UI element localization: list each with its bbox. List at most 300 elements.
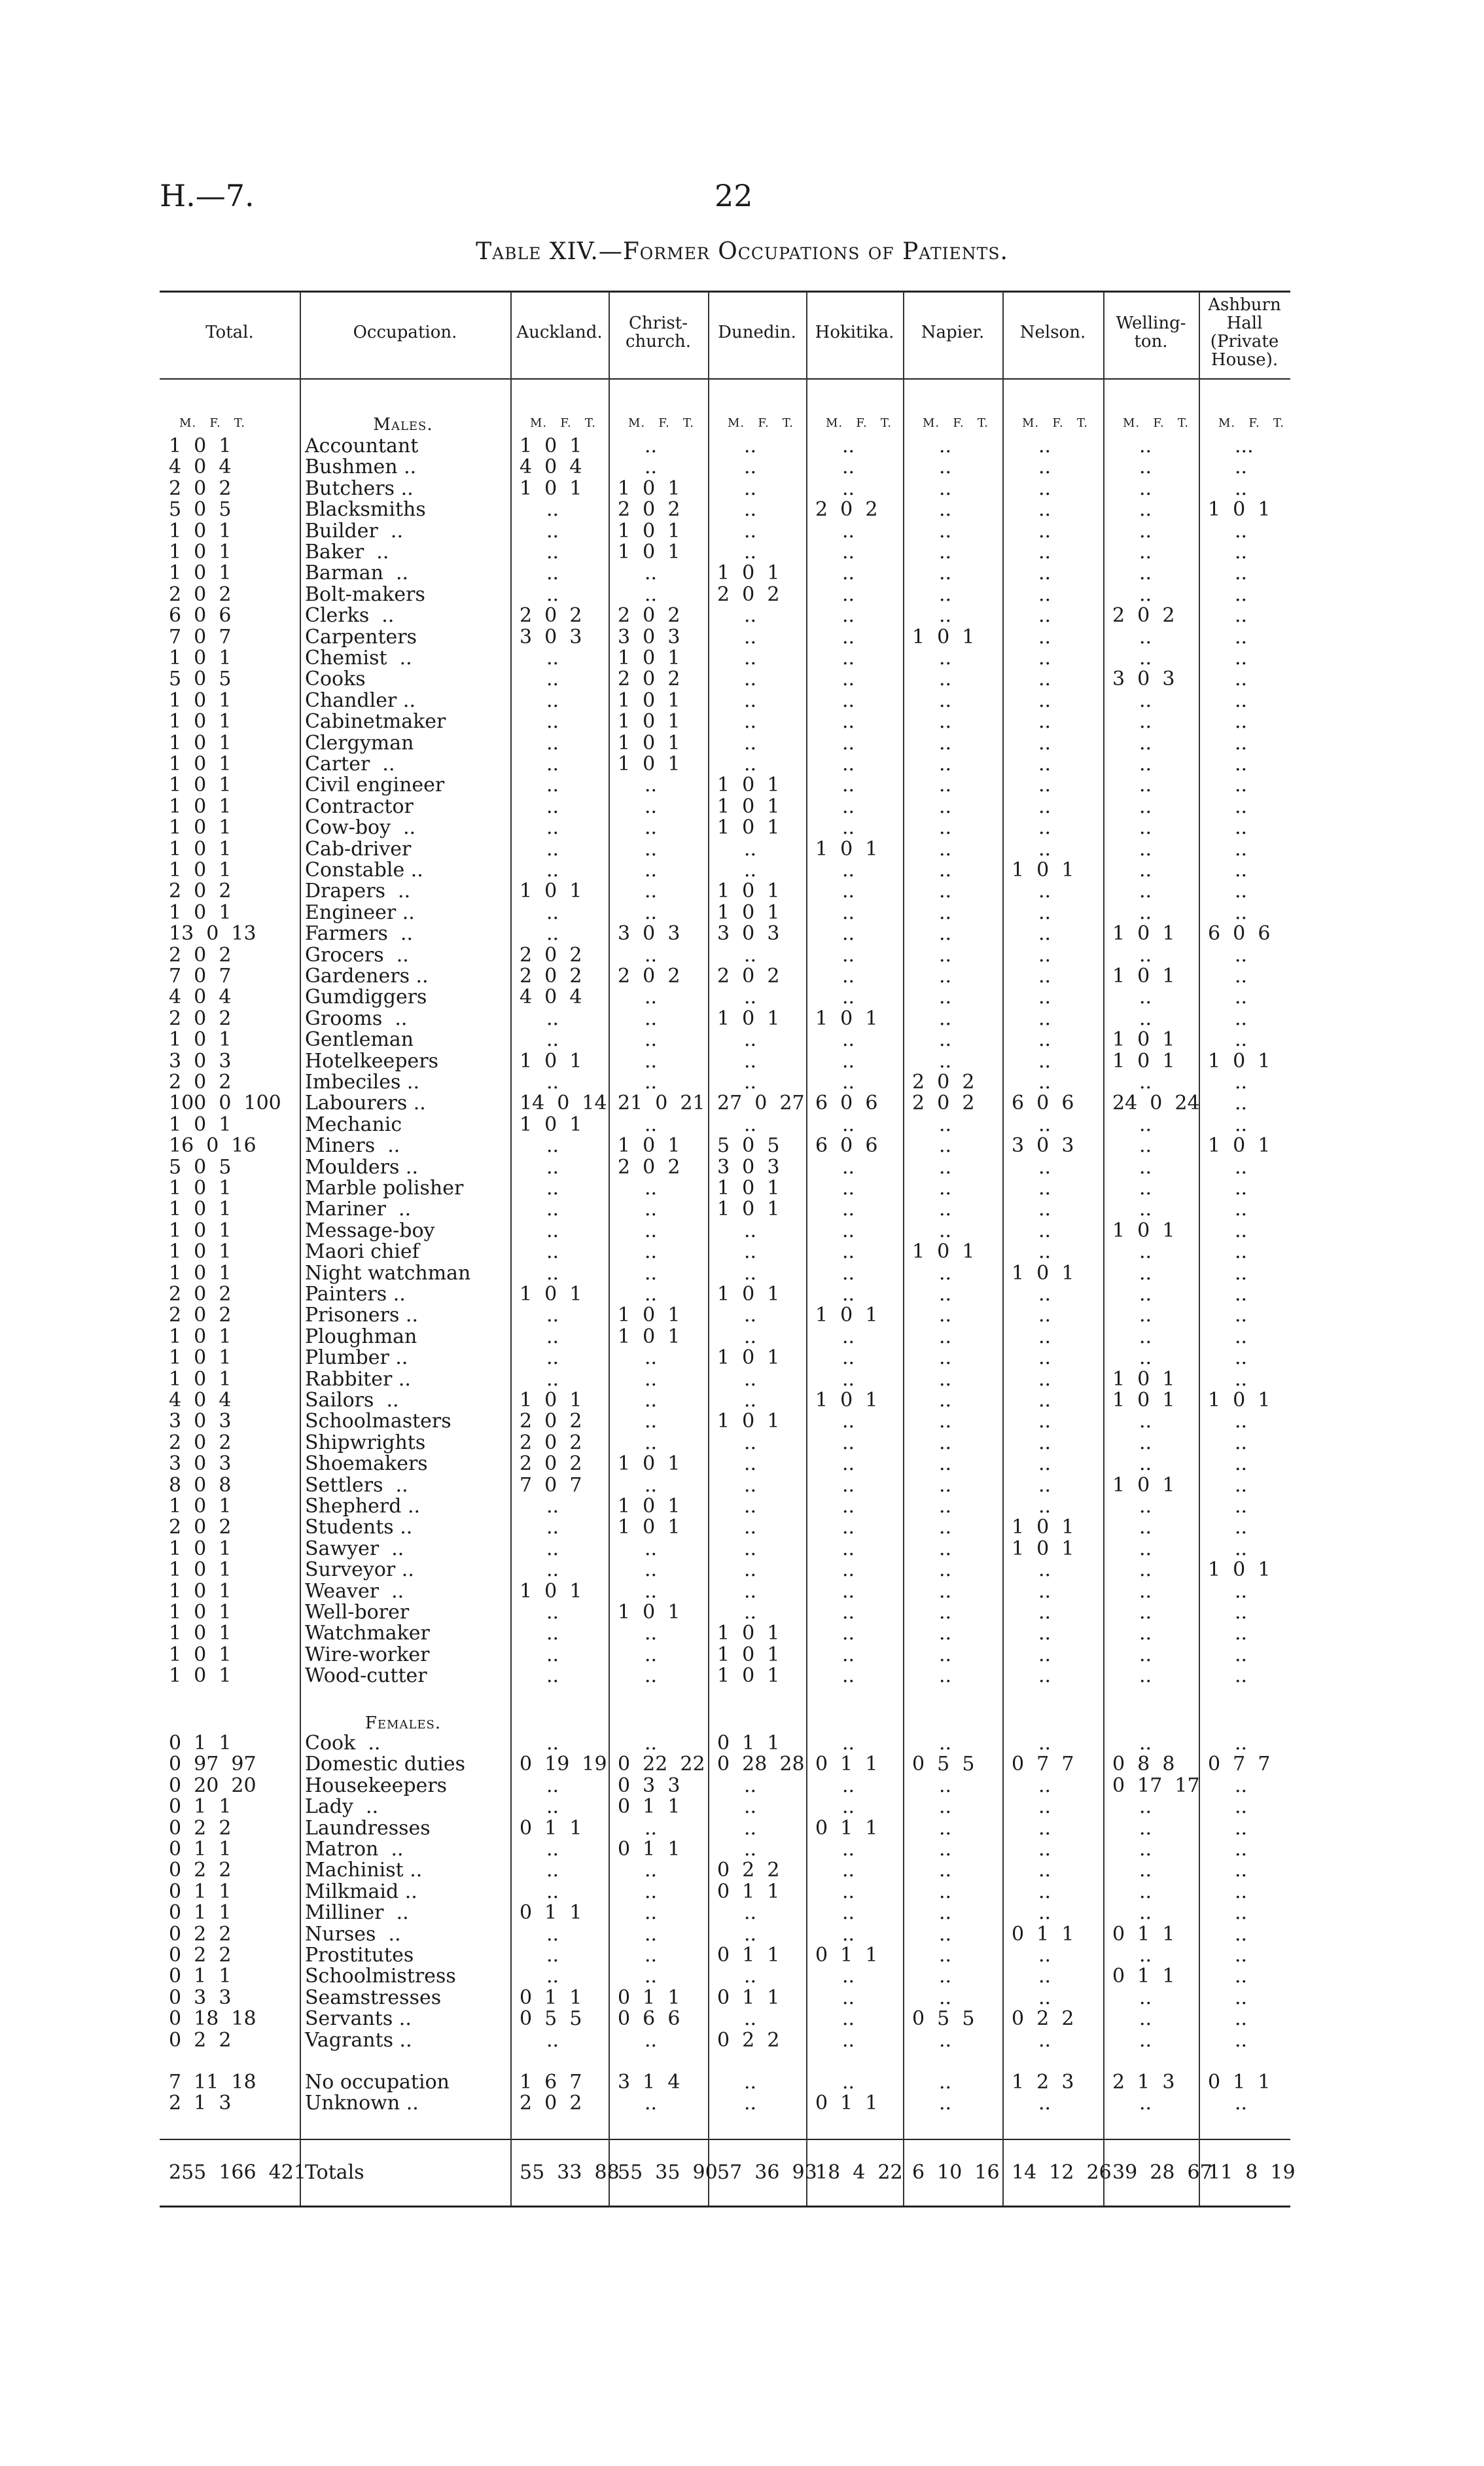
- row-cell: 0 1 1: [717, 1880, 780, 1903]
- row-cell: ..: [1038, 1113, 1051, 1136]
- row-cell: ..: [1235, 1774, 1248, 1797]
- column-divider: [903, 292, 904, 2206]
- row-total: 1 0 1: [169, 541, 232, 563]
- row-cell: ..: [546, 1155, 559, 1179]
- row-cell: 1 0 1: [1012, 859, 1074, 882]
- row-cell: ..: [1235, 1346, 1248, 1370]
- row-cell: ..: [939, 1795, 952, 1819]
- row-total: 0 1 1: [169, 1880, 232, 1903]
- row-cell: ..: [645, 1007, 658, 1030]
- row-cell: ..: [1139, 519, 1152, 543]
- row-cell: ..: [1139, 986, 1152, 1009]
- row-total: 0 1 1: [169, 1838, 232, 1861]
- row-cell: ..: [744, 1325, 757, 1348]
- row-cell: ..: [744, 435, 757, 457]
- row-cell: ..: [842, 1774, 855, 1797]
- row-cell: ..: [744, 1367, 757, 1391]
- row-cell: ..: [744, 1389, 757, 1412]
- row-cell: ..: [645, 1367, 658, 1391]
- row-occupation: Farmers ..: [305, 922, 414, 946]
- row-total: 0 2 2: [169, 1922, 232, 1946]
- row-occupation: Clergyman: [305, 731, 414, 755]
- row-cell: ..: [1038, 1473, 1051, 1497]
- row-cell: ..: [744, 519, 757, 543]
- row-cell: 2 0 2: [912, 1092, 975, 1115]
- row-cell: ..: [645, 1880, 658, 1903]
- row-cell: 11 8 19: [1208, 2161, 1296, 2184]
- row-cell: ..: [1139, 1664, 1152, 1688]
- column-divider: [510, 292, 512, 2206]
- row-cell: 0 19 19: [520, 1753, 607, 1776]
- row-cell: ..: [1139, 541, 1152, 563]
- row-total: 2 0 2: [169, 1516, 232, 1539]
- row-cell: ..: [1139, 774, 1152, 797]
- row-total: 100 0 100: [169, 1092, 281, 1115]
- row-cell: ..: [744, 476, 757, 500]
- row-cell: ..: [645, 1664, 658, 1688]
- row-total: 1 0 1: [169, 774, 232, 797]
- row-total: 1 0 1: [169, 1261, 232, 1285]
- row-cell: 1 0 1: [618, 541, 680, 563]
- column-divider: [300, 292, 301, 2206]
- row-cell: ..: [939, 901, 952, 924]
- row-total: 4 0 4: [169, 986, 232, 1009]
- row-cell: ..: [1235, 1198, 1248, 1221]
- row-cell: ..: [546, 1304, 559, 1327]
- row-cell: 55 35 90: [618, 2161, 718, 2184]
- row-occupation: Wire-worker: [305, 1643, 430, 1666]
- row-cell: ..: [842, 1028, 855, 1052]
- row-occupation: Night watchman: [305, 1261, 471, 1285]
- row-cell: ..: [939, 1198, 952, 1221]
- row-cell: 0 1 1: [815, 1753, 878, 1776]
- row-cell: ..: [1038, 668, 1051, 691]
- row-cell: ..: [645, 1622, 658, 1645]
- row-occupation: Rabbiter ..: [305, 1367, 411, 1391]
- row-cell: ..: [1139, 1901, 1152, 1925]
- row-cell: ..: [744, 647, 757, 670]
- row-cell: ..: [1139, 1516, 1152, 1539]
- row-total: 0 1 1: [169, 1795, 232, 1819]
- row-cell: ..: [546, 1261, 559, 1285]
- row-occupation: Chandler ..: [305, 688, 415, 712]
- row-cell: ..: [842, 1986, 855, 2009]
- row-cell: ..: [546, 688, 559, 712]
- row-cell: ..: [1139, 710, 1152, 734]
- row-cell: ..: [645, 1922, 658, 1946]
- row-cell: 0 1 1: [618, 1795, 680, 1819]
- row-cell: 14 12 26: [1012, 2161, 1112, 2184]
- row-cell: ..: [842, 901, 855, 924]
- row-cell: ..: [546, 1240, 559, 1264]
- row-cell: ..: [939, 476, 952, 500]
- row-cell: 0 17 17: [1112, 1774, 1200, 1797]
- row-cell: 2 0 2: [618, 604, 680, 628]
- row-cell: ..: [744, 1219, 757, 1242]
- row-cell: ..: [1235, 1473, 1248, 1497]
- row-cell: ..: [1235, 562, 1248, 585]
- row-cell: ..: [1139, 1261, 1152, 1285]
- row-cell: ..: [546, 901, 559, 924]
- row-cell: ..: [939, 1558, 952, 1582]
- row-cell: ..: [1235, 731, 1248, 755]
- row-cell: 2 0 2: [717, 965, 780, 988]
- row-cell: ..: [546, 1134, 559, 1158]
- row-cell: 6 10 16: [912, 2161, 1000, 2184]
- row-occupation: Blacksmiths: [305, 498, 426, 522]
- row-cell: ..: [1139, 1558, 1152, 1582]
- row-cell: ..: [744, 1537, 757, 1560]
- row-cell: ..: [546, 1177, 559, 1200]
- row-cell: ..: [744, 1071, 757, 1094]
- row-cell: ..: [842, 795, 855, 818]
- row-total: 1 0 1: [169, 710, 232, 734]
- row-cell: ..: [939, 604, 952, 628]
- row-cell: ..: [546, 1795, 559, 1819]
- row-cell: 1 0 1: [618, 688, 680, 712]
- row-cell: ..: [939, 1664, 952, 1688]
- row-cell: ..: [1235, 1986, 1248, 2009]
- row-occupation: Laundresses: [305, 1816, 431, 1840]
- row-occupation: Seamstresses: [305, 1986, 442, 2009]
- row-cell: 1 0 1: [1112, 922, 1175, 946]
- row-cell: ..: [744, 986, 757, 1009]
- row-cell: ..: [1139, 880, 1152, 903]
- row-cell: ..: [1235, 880, 1248, 903]
- row-cell: ..: [1038, 456, 1051, 479]
- row-cell: ..: [1139, 456, 1152, 479]
- row-cell: ..: [1235, 625, 1248, 649]
- row-cell: ..: [546, 1346, 559, 1370]
- row-cell: ..: [1235, 1240, 1248, 1264]
- row-cell: ..: [1139, 1622, 1152, 1645]
- row-total: 5 0 5: [169, 668, 232, 691]
- row-cell: 14 0 14: [520, 1092, 607, 1115]
- row-cell: ..: [1235, 668, 1248, 691]
- row-cell: 1 0 1: [618, 1495, 680, 1518]
- row-total: 5 0 5: [169, 1155, 232, 1179]
- row-occupation: Mechanic: [305, 1113, 402, 1136]
- row-cell: ..: [1139, 731, 1152, 755]
- row-cell: ..: [1235, 1795, 1248, 1819]
- row-cell: ..: [939, 1283, 952, 1306]
- row-cell: 0 2 2: [1012, 2007, 1074, 2031]
- row-total: 5 0 5: [169, 498, 232, 522]
- row-cell: ..: [1139, 795, 1152, 818]
- row-cell: ..: [645, 795, 658, 818]
- row-cell: 0 1 1: [1112, 1922, 1175, 1946]
- row-occupation: Wood-cutter: [305, 1664, 427, 1688]
- row-occupation: Builder ..: [305, 519, 403, 543]
- row-cell: ..: [939, 1452, 952, 1476]
- row-cell: ..: [645, 986, 658, 1009]
- row-occupation: Cow-boy ..: [305, 816, 416, 840]
- row-occupation: Clerks ..: [305, 604, 395, 628]
- row-cell: ..: [842, 965, 855, 988]
- row-occupation: Servants ..: [305, 2007, 412, 2031]
- row-cell: ..: [1038, 1431, 1051, 1454]
- row-total: 2 1 3: [169, 2092, 232, 2115]
- row-cell: ..: [645, 1944, 658, 1967]
- row-cell: ..: [1139, 625, 1152, 649]
- row-cell: 3 0 3: [717, 1155, 780, 1179]
- row-cell: ..: [1139, 1410, 1152, 1433]
- row-cell: ..: [546, 1880, 559, 1903]
- row-cell: 3 0 3: [717, 922, 780, 946]
- row-cell: 1 0 1: [1112, 1219, 1175, 1242]
- row-cell: 2 0 2: [618, 668, 680, 691]
- row-cell: ..: [939, 753, 952, 776]
- row-cell: ..: [1038, 774, 1051, 797]
- row-cell: 6 0 6: [1012, 1092, 1074, 1115]
- row-occupation: Bushmen ..: [305, 456, 417, 479]
- row-occupation: Cab-driver: [305, 837, 412, 861]
- row-cell: ..: [1235, 859, 1248, 882]
- row-total: 2 0 2: [169, 582, 232, 606]
- row-occupation: Chemist ..: [305, 647, 412, 670]
- row-cell: 1 0 1: [618, 1134, 680, 1158]
- row-cell: ..: [842, 456, 855, 479]
- section-heading-females: Females.: [364, 1713, 442, 1733]
- row-cell: 3 1 4: [618, 2071, 680, 2094]
- row-cell: ..: [939, 1389, 952, 1412]
- row-total: 1 0 1: [169, 1579, 232, 1603]
- row-cell: ..: [842, 986, 855, 1009]
- row-cell: ..: [939, 1622, 952, 1645]
- row-cell: 1 0 1: [618, 519, 680, 543]
- row-occupation: Nurses ..: [305, 1922, 401, 1946]
- row-cell: 1 0 1: [1012, 1261, 1074, 1285]
- row-cell: 3 0 3: [618, 922, 680, 946]
- row-cell: 1 0 1: [1208, 1134, 1271, 1158]
- row-cell: ..: [842, 1516, 855, 1539]
- row-total: 1 0 1: [169, 562, 232, 585]
- row-cell: 2 0 2: [618, 1155, 680, 1179]
- row-cell: ..: [939, 1643, 952, 1666]
- row-cell: ..: [842, 731, 855, 755]
- row-cell: ..: [1139, 1283, 1152, 1306]
- row-cell: ..: [1235, 1410, 1248, 1433]
- row-cell: ..: [645, 1071, 658, 1094]
- row-cell: ..: [645, 2028, 658, 2052]
- row-total: 1 0 1: [169, 1346, 232, 1370]
- row-cell: ..: [546, 1859, 559, 1882]
- mft-subheader: M. F. T.: [179, 416, 245, 430]
- row-cell: ..: [1038, 986, 1051, 1009]
- row-cell: 0 2 2: [717, 1859, 780, 1882]
- row-cell: ..: [1139, 435, 1152, 457]
- row-total: 255 166 421: [169, 2161, 306, 2184]
- row-cell: ..: [1038, 688, 1051, 712]
- row-cell: ..: [939, 541, 952, 563]
- row-cell: ..: [939, 668, 952, 691]
- row-cell: ..: [744, 710, 757, 734]
- row-occupation: Constable ..: [305, 859, 423, 882]
- row-cell: ..: [1139, 1795, 1152, 1819]
- row-cell: ..: [645, 1240, 658, 1264]
- row-cell: 1 0 1: [520, 1113, 582, 1136]
- row-cell: 18 4 22: [815, 2161, 903, 2184]
- row-cell: 0 1 1: [815, 1944, 878, 1967]
- row-cell: 24 0 24: [1112, 1092, 1200, 1115]
- row-cell: ..: [842, 562, 855, 585]
- row-cell: ..: [1038, 1177, 1051, 1200]
- row-cell: ..: [939, 1816, 952, 1840]
- row-cell: ..: [1139, 498, 1152, 522]
- row-cell: ..: [939, 1922, 952, 1946]
- row-cell: ..: [546, 1664, 559, 1688]
- row-occupation: Drapers ..: [305, 880, 411, 903]
- row-cell: ..: [1038, 625, 1051, 649]
- row-occupation: Sawyer ..: [305, 1537, 404, 1560]
- mft-subheader: M. F. T.: [1022, 416, 1088, 430]
- row-cell: ..: [842, 1283, 855, 1306]
- row-cell: 1 0 1: [520, 435, 582, 457]
- row-cell: ..: [645, 880, 658, 903]
- row-cell: ..: [744, 1816, 757, 1840]
- row-cell: ..: [546, 582, 559, 606]
- row-cell: ..: [1038, 1859, 1051, 1882]
- row-cell: 1 0 1: [618, 1516, 680, 1539]
- row-cell: 1 0 1: [520, 1049, 582, 1073]
- row-occupation: Miners ..: [305, 1134, 400, 1158]
- row-cell: ..: [1139, 647, 1152, 670]
- row-cell: ..: [1139, 1880, 1152, 1903]
- row-total: 7 11 18: [169, 2071, 256, 2094]
- row-cell: 0 3 3: [618, 1774, 680, 1797]
- row-cell: ..: [842, 1965, 855, 1988]
- row-cell: ..: [546, 1198, 559, 1221]
- row-cell: ..: [645, 1816, 658, 1840]
- row-cell: ..: [939, 1944, 952, 1967]
- row-cell: ..: [1038, 1240, 1051, 1264]
- row-cell: 1 0 1: [1112, 1389, 1175, 1412]
- row-cell: 1 0 1: [717, 774, 780, 797]
- row-cell: ..: [1038, 965, 1051, 988]
- row-total: 1 0 1: [169, 1643, 232, 1666]
- row-cell: ..: [744, 625, 757, 649]
- row-total: 1 0 1: [169, 1028, 232, 1052]
- row-cell: ..: [842, 2071, 855, 2094]
- row-cell: ..: [546, 2028, 559, 2052]
- row-cell: 0 1 1: [520, 1816, 582, 1840]
- row-cell: ..: [1038, 582, 1051, 606]
- row-cell: 0 1 1: [1208, 2071, 1271, 2094]
- row-cell: ..: [645, 816, 658, 840]
- row-total: 0 1 1: [169, 1901, 232, 1925]
- row-cell: 2 0 2: [520, 1452, 582, 1476]
- row-cell: 1 0 1: [912, 625, 975, 649]
- row-cell: ..: [1139, 2092, 1152, 2115]
- row-cell: ..: [1235, 2007, 1248, 2031]
- row-cell: ..: [939, 1859, 952, 1882]
- column-divider: [708, 292, 709, 2206]
- row-occupation: Housekeepers: [305, 1774, 448, 1797]
- row-cell: ..: [1038, 562, 1051, 585]
- row-cell: ..: [645, 901, 658, 924]
- row-cell: ..: [1235, 1367, 1248, 1391]
- row-cell: ..: [546, 1601, 559, 1624]
- row-total: 7 0 7: [169, 625, 232, 649]
- row-cell: ..: [1038, 1901, 1051, 1925]
- row-total: 1 0 1: [169, 688, 232, 712]
- row-cell: ..: [939, 795, 952, 818]
- row-cell: ..: [939, 1261, 952, 1285]
- mft-subheader: M. F. T.: [728, 416, 794, 430]
- row-cell: ..: [1235, 519, 1248, 543]
- row-cell: ..: [1235, 774, 1248, 797]
- row-cell: ..: [1235, 2028, 1248, 2052]
- row-cell: ..: [1038, 1389, 1051, 1412]
- row-cell: ..: [842, 943, 855, 967]
- row-cell: 0 7 7: [1208, 1753, 1271, 1776]
- column-header: Occupation.: [353, 323, 457, 342]
- row-cell: 1 0 1: [1208, 1049, 1271, 1073]
- row-cell: ..: [1235, 2092, 1248, 2115]
- row-cell: ..: [645, 1410, 658, 1433]
- row-total: 3 0 3: [169, 1452, 232, 1476]
- row-cell: ..: [1235, 604, 1248, 628]
- row-total: 2 0 2: [169, 1283, 232, 1306]
- row-occupation: Cabinetmaker: [305, 710, 446, 734]
- row-cell: ..: [1139, 1177, 1152, 1200]
- row-cell: ..: [1038, 1346, 1051, 1370]
- row-cell: ..: [645, 1389, 658, 1412]
- row-cell: 1 0 1: [1208, 1558, 1271, 1582]
- row-cell: ..: [842, 816, 855, 840]
- row-cell: ..: [645, 2092, 658, 2115]
- row-occupation: Butchers ..: [305, 476, 414, 500]
- row-cell: ..: [842, 1901, 855, 1925]
- row-cell: 1 0 1: [717, 1007, 780, 1030]
- row-cell: ..: [842, 710, 855, 734]
- row-cell: ..: [1139, 476, 1152, 500]
- row-cell: ..: [1139, 859, 1152, 882]
- row-cell: ..: [1235, 1537, 1248, 1560]
- row-cell: 1 0 1: [912, 1240, 975, 1264]
- row-cell: 0 1 1: [717, 1944, 780, 1967]
- row-cell: ..: [546, 837, 559, 861]
- row-cell: ..: [744, 688, 757, 712]
- row-cell: ..: [939, 2028, 952, 2052]
- row-cell: ..: [939, 1732, 952, 1755]
- row-cell: ..: [1038, 901, 1051, 924]
- row-cell: ..: [1038, 1601, 1051, 1624]
- row-cell: ..: [546, 1558, 559, 1582]
- row-cell: ..: [842, 1880, 855, 1903]
- column-header: Christ- church.: [625, 313, 692, 351]
- mft-subheader: M. F. T.: [628, 416, 694, 430]
- row-occupation: Plumber ..: [305, 1346, 408, 1370]
- row-cell: ..: [744, 1922, 757, 1946]
- row-cell: ..: [1038, 498, 1051, 522]
- row-total: 6 0 6: [169, 604, 232, 628]
- row-occupation: Moulders ..: [305, 1155, 418, 1179]
- row-cell: 27 0 27: [717, 1092, 805, 1115]
- row-cell: ..: [546, 816, 559, 840]
- row-occupation: No occupation: [305, 2071, 450, 2094]
- row-cell: ..: [939, 880, 952, 903]
- row-cell: ..: [939, 1901, 952, 1925]
- row-cell: 1 0 1: [520, 1389, 582, 1412]
- row-cell: ..: [546, 647, 559, 670]
- row-cell: ..: [1235, 1155, 1248, 1179]
- row-total: 16 0 16: [169, 1134, 256, 1158]
- row-cell: ..: [645, 1346, 658, 1370]
- row-total: 2 0 2: [169, 1431, 232, 1454]
- row-cell: ..: [939, 1986, 952, 2009]
- row-occupation: Cooks: [305, 668, 366, 691]
